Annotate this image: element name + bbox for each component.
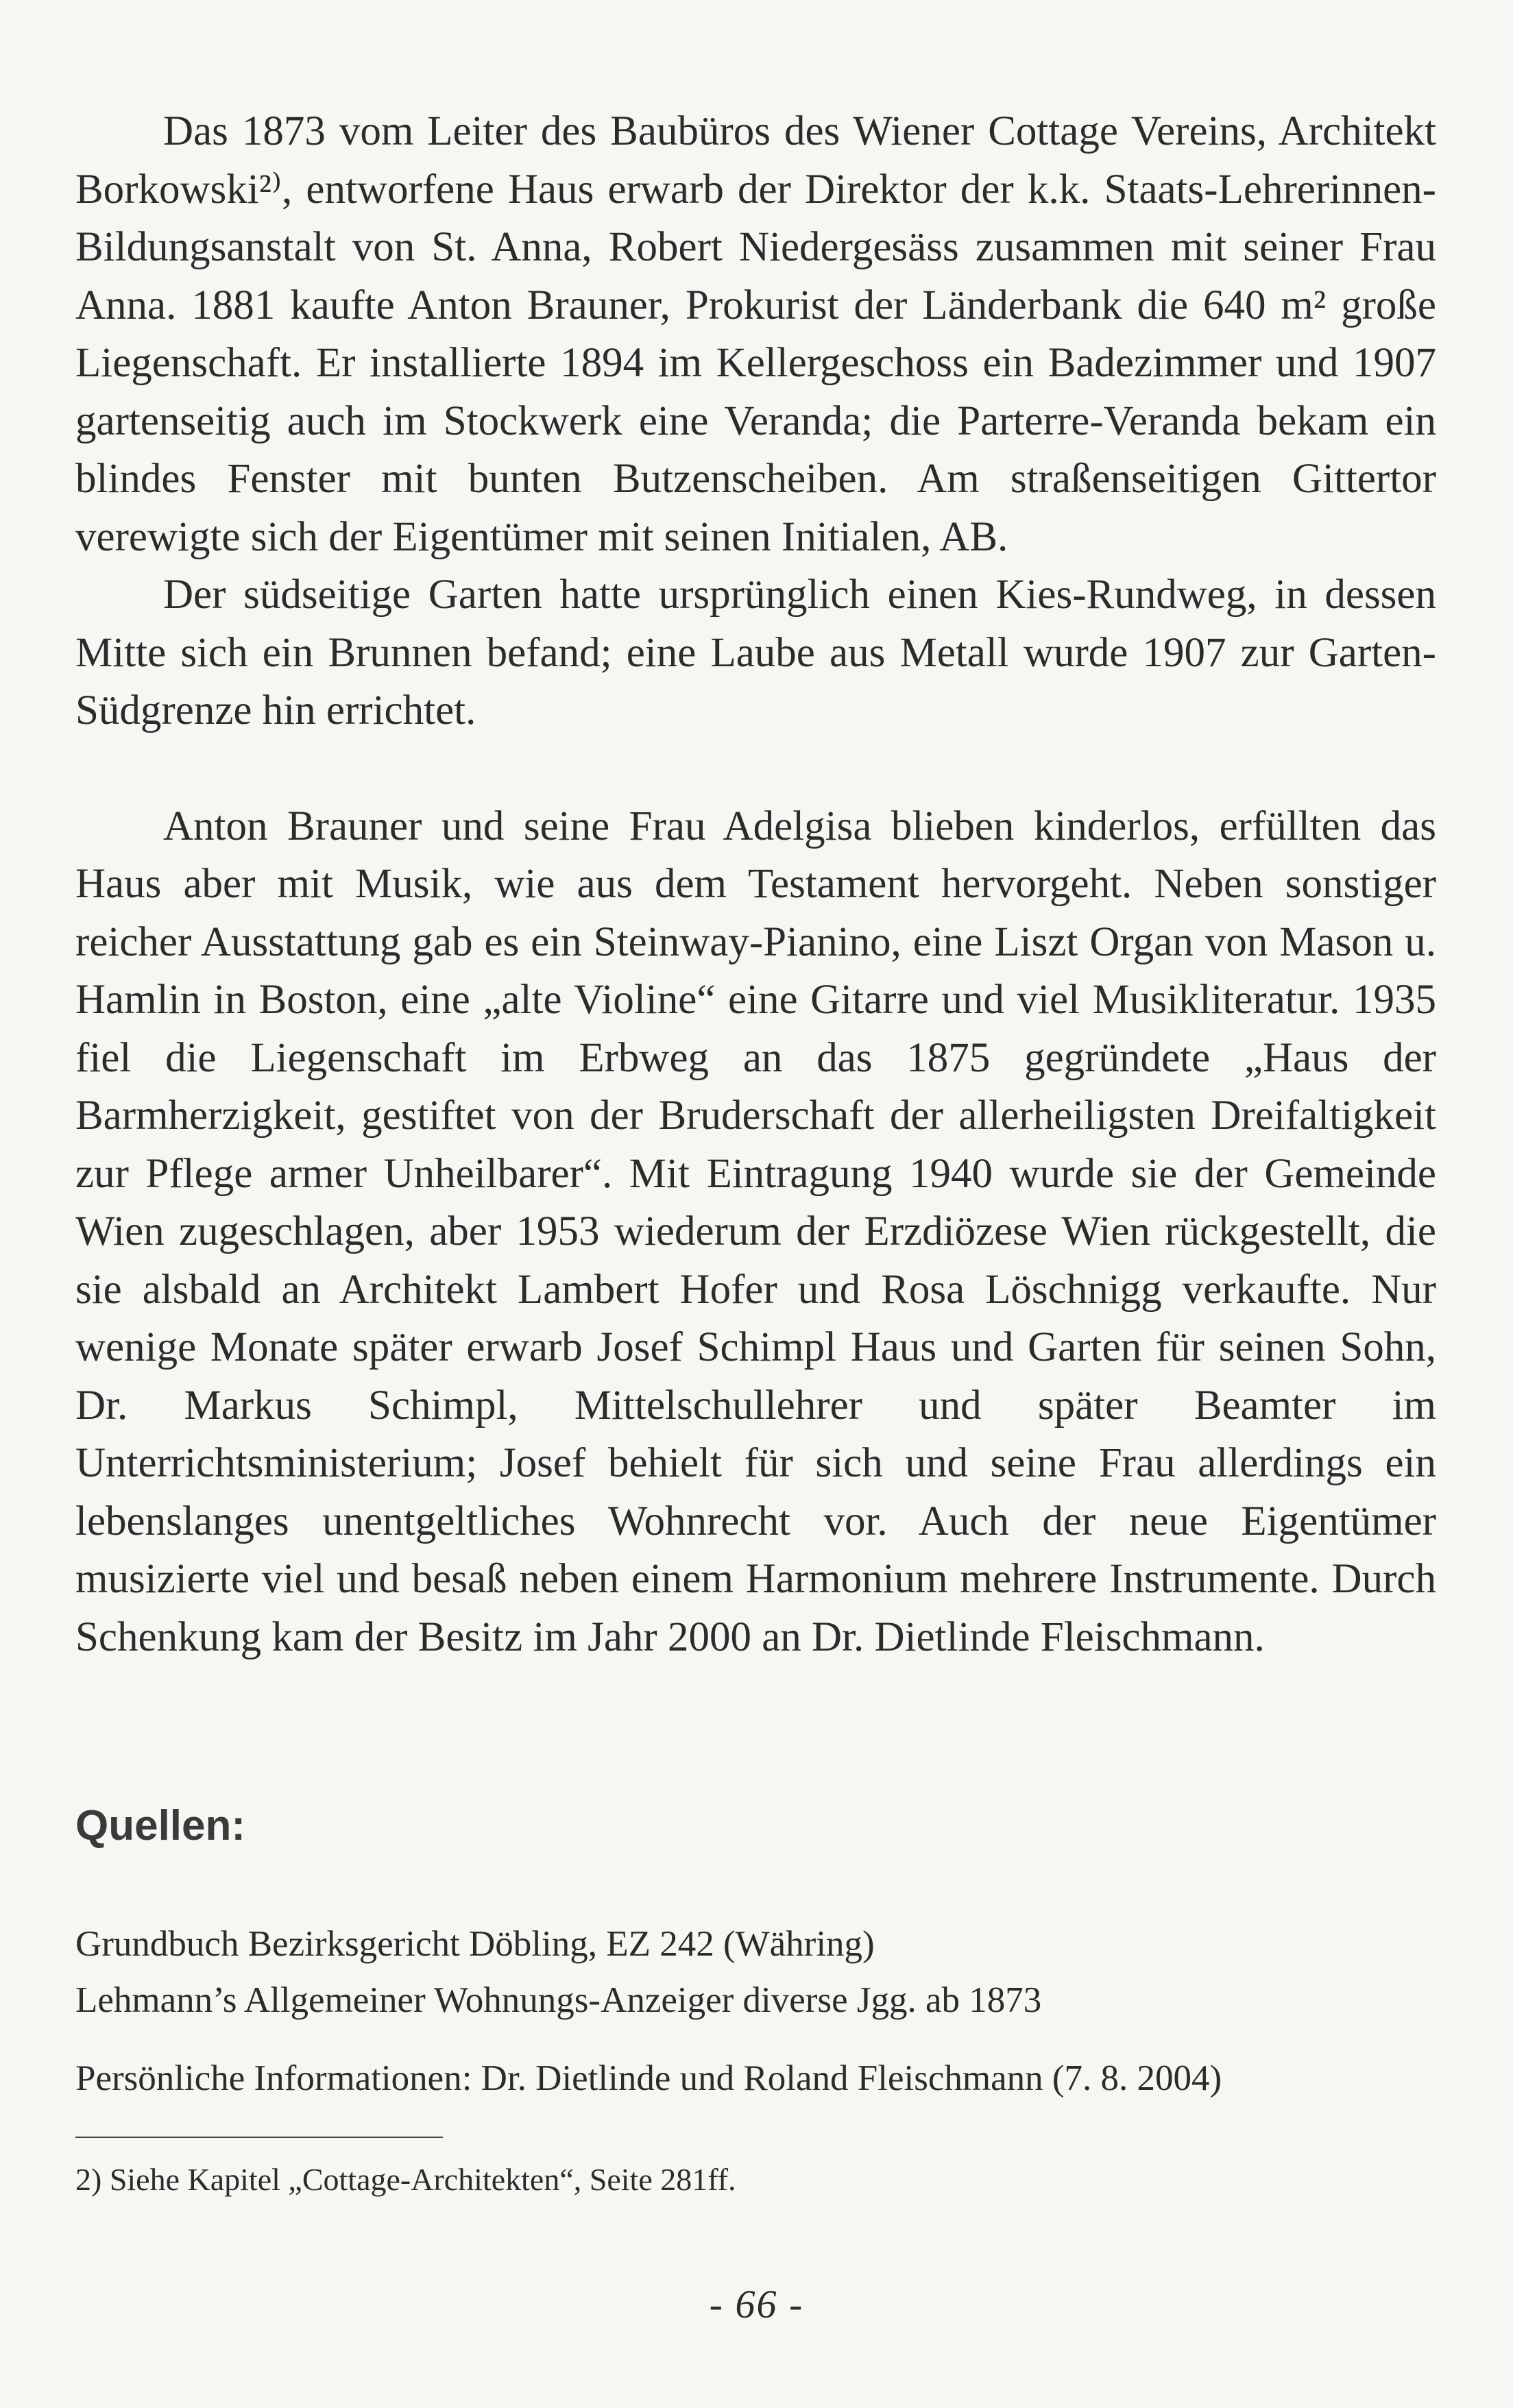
sources-list	[75, 1916, 1436, 2106]
page-number: - 66 -	[709, 2282, 804, 2326]
paragraph-garden: Der südseitige Garten hatte ursprünglich einen Kies-Rundweg, in dessen Mitte sich ein Brunnen befand; eine Laube aus Metall wurde 1907 zur Garten-Südgrenze hin errichtet.	[75, 572, 1436, 733]
paragraph-house-history: Das 1873 vom Leiter des Baubüros des Wiener Cottage Vereins, Architekt Borkowski²⁾, entworfene Haus erwarb der Direktor der k.k. Staats-Lehrerinnen-Bildungsanstalt von St. Anna, Robert Niedergesäss zusammen mit seiner Frau Anna. 1881 kaufte Anton Brauner, Prokurist der Länderbank die 640 m² große Liegenschaft. Er installierte 1894 im Kellergeschoss ein Badezimmer und 1907 gartenseitig auch im Stockwerk eine Veranda; die Parterre-Veranda bekam ein blindes Fenster mit bunten Butzenscheiben. Am straßenseitigen Gittertor verewigte sich der Eigentümer mit seinen Initialen, AB.	[75, 108, 1436, 560]
source-item-lehmann: Lehmann’s Allgemeiner Wohnungs-Anzeiger diverse Jgg. ab 1873	[75, 1980, 1042, 2020]
footnote: 2) Siehe Kapitel „Cottage-Architekten“, Seite 281ff.	[75, 2162, 736, 2197]
footnote-divider	[75, 2137, 443, 2138]
source-item-grundbuch: Grundbuch Bezirksgericht Döbling, EZ 242 (Währing)	[75, 1924, 875, 1964]
main-text	[75, 103, 1436, 1666]
source-item-personal: Persönliche Informationen: Dr. Dietlinde und Roland Fleischmann (7. 8. 2004)	[75, 2058, 1222, 2098]
paragraph-owners-music: Anton Brauner und seine Frau Adelgisa blieben kinderlos, erfüllten das Haus aber mit Musik, wie aus dem Testament hervorgeht. Neben sonstiger reicher Ausstattung gab es ein Steinway-Pianino, eine Liszt Organ von Mason u. Hamlin in Boston, eine „alte Violine“ eine Gitarre und viel Musikliteratur. 1935 fiel die Liegenschaft im Erbweg an das 1875 gegründete „Haus der Barmherzigkeit, gestiftet von der Bruderschaft der allerheiligsten Dreifaltigkeit zur Pflege armer Unheilbarer“. Mit Eintragung 1940 wurde sie der Gemeinde Wien zugeschlagen, aber 1953 wiederum der Erzdiözese Wien rückgestellt, die sie alsbald an Architekt Lambert Hofer und Rosa Löschnigg verkaufte. Nur wenige Monate später erwarb Josef Schimpl Haus und Garten für seinen Sohn, Dr. Markus Schimpl, Mittelschullehrer und später Beamter im Unterrichtsministerium; Josef behielt für sich und seine Frau allerdings ein lebenslanges unentgeltliches Wohnrecht vor. Auch der neue Eigentümer musizierte viel und besaß neben einem Harmonium mehrere Instrumente. Durch Schenkung kam der Besitz im Jahr 2000 an Dr. Dietlinde Fleischmann.	[75, 803, 1436, 1660]
sources-heading: Quellen:	[75, 1802, 246, 1849]
